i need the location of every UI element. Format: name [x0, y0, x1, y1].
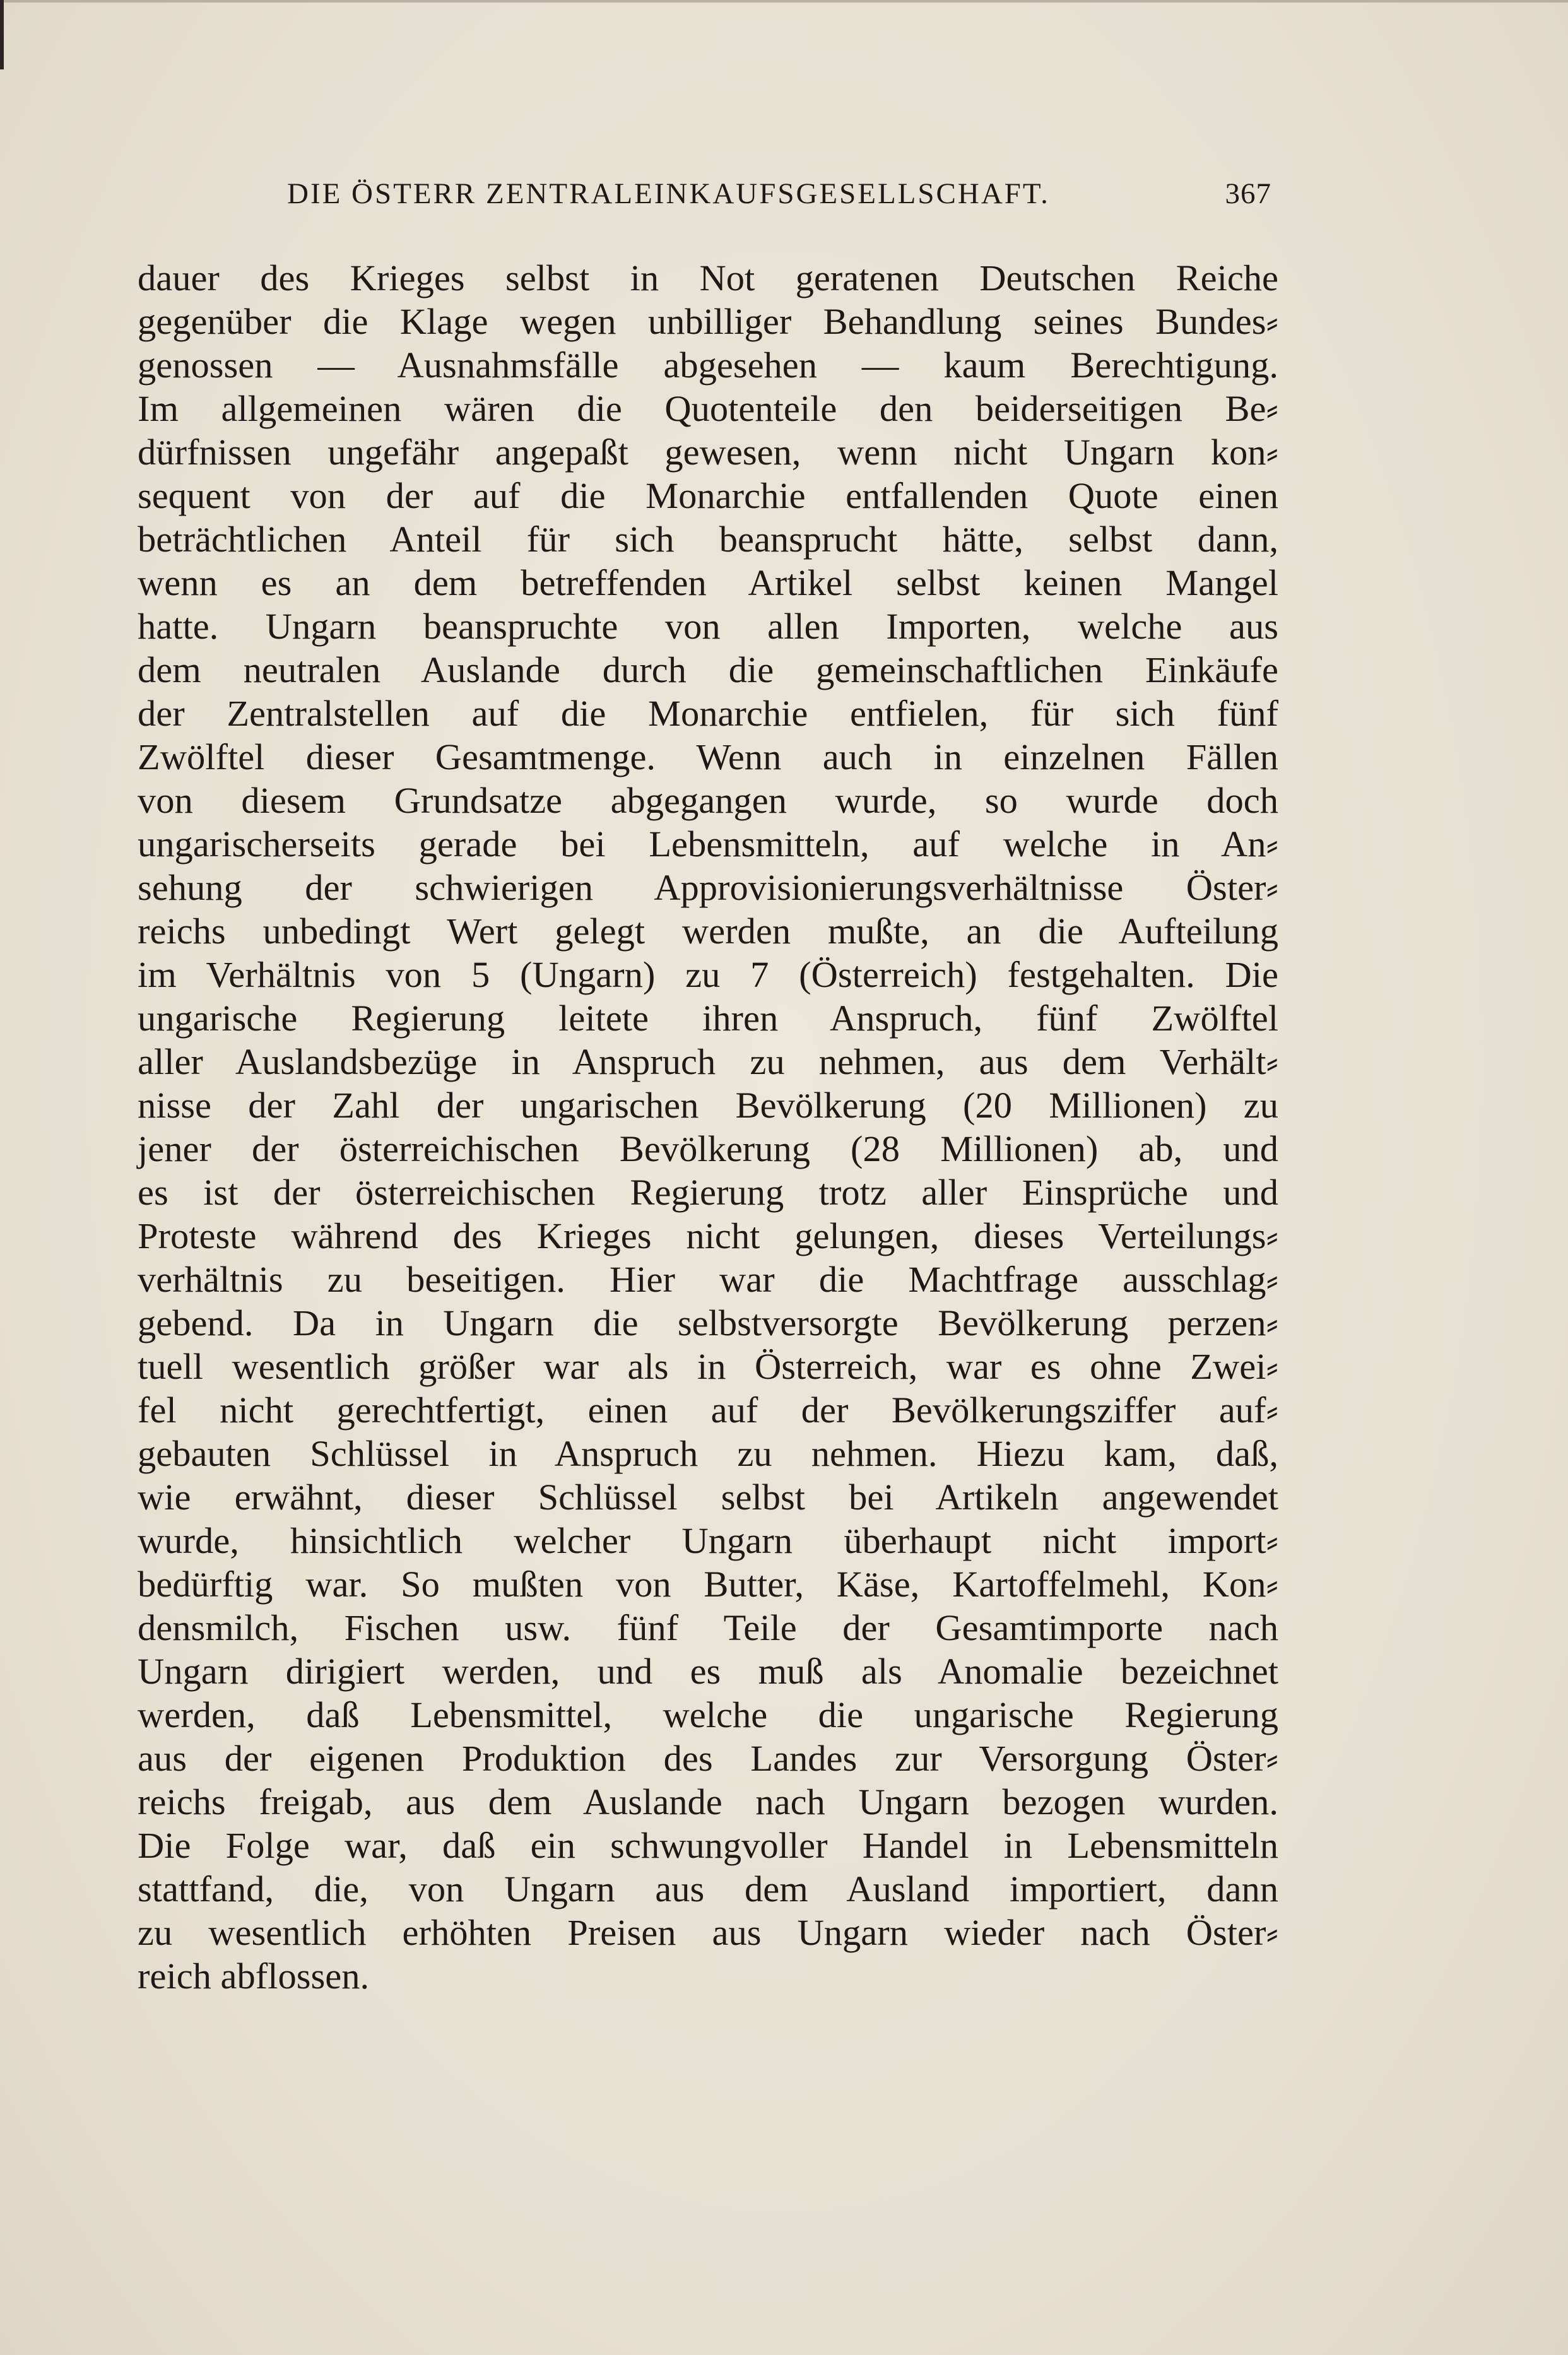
- text-line: dürfnissen ungefähr angepaßt gewesen, wenn nicht Ungarn kon⸗: [138, 432, 1278, 473]
- text-line: reichs freigab, aus dem Auslande nach Ungarn bezogen wurden.: [138, 1781, 1278, 1822]
- text-line: gebauten Schlüssel in Anspruch zu nehmen. Hiezu kam, daß,: [138, 1433, 1278, 1474]
- text-line: im Verhältnis von 5 (Ungarn) zu 7 (Österreich) festgehalten. Die: [138, 954, 1278, 995]
- text-line: zu wesentlich erhöhten Preisen aus Ungarn wieder nach Öster⸗: [138, 1912, 1278, 1953]
- text-line: ungarische Regierung leitete ihren Anspruch, fünf Zwölftel: [138, 998, 1278, 1039]
- text-line: werden, daß Lebensmittel, welche die ungarische Regierung: [138, 1694, 1278, 1735]
- text-line: Die Folge war, daß ein schwungvoller Handel in Lebensmitteln: [138, 1825, 1278, 1866]
- text-line: hatte. Ungarn beanspruchte von allen Importen, welche aus: [138, 606, 1278, 647]
- binding-edge-mark: [0, 0, 4, 69]
- text-line: dem neutralen Auslande durch die gemeinschaftlichen Einkäufe: [138, 649, 1278, 690]
- text-line: Im allgemeinen wären die Quotenteile den beiderseitigen Be⸗: [138, 388, 1278, 429]
- text-line: sehung der schwierigen Approvisionierungsverhältnisse Öster⸗: [138, 867, 1278, 908]
- text-line: von diesem Grundsatze abgegangen wurde, so wurde doch: [138, 780, 1278, 821]
- running-head: [287, 172, 1271, 216]
- text-line: wie erwähnt, dieser Schlüssel selbst bei Artikeln angewendet: [138, 1477, 1278, 1518]
- text-line: aus der eigenen Produktion des Landes zur Versorgung Öster⸗: [138, 1738, 1278, 1779]
- text-line: ungarischerseits gerade bei Lebensmitteln, auf welche in An⸗: [138, 823, 1278, 865]
- text-line: wurde, hinsichtlich welcher Ungarn überhaupt nicht import⸗: [138, 1520, 1278, 1561]
- text-line: dauer des Krieges selbst in Not geratenen Deutschen Reiche: [138, 257, 1278, 298]
- text-line: verhältnis zu beseitigen. Hier war die Machtfrage ausschlag⸗: [138, 1259, 1278, 1300]
- text-line: jener der österreichischen Bevölkerung (28 Millionen) ab, und: [138, 1128, 1278, 1169]
- body-text: [138, 256, 1278, 1998]
- running-title: DIE ÖSTERR ZENTRALEINKAUFSGESELLSCHAFT.: [287, 177, 1050, 210]
- text-line: genossen — Ausnahmsfälle abgesehen — kaum Berechtigung.: [138, 345, 1278, 386]
- text-line: reichs unbedingt Wert gelegt werden mußte, an die Aufteilung: [138, 911, 1278, 952]
- text-line: tuell wesentlich größer war als in Österreich, war es ohne Zwei⸗: [138, 1346, 1278, 1387]
- text-line: stattfand, die, von Ungarn aus dem Ausland importiert, dann: [138, 1868, 1278, 1909]
- text-line: beträchtlichen Anteil für sich beansprucht hätte, selbst dann,: [138, 519, 1278, 560]
- text-line: reich abflossen.: [138, 1956, 370, 1997]
- text-line: aller Auslandsbezüge in Anspruch zu nehmen, aus dem Verhält⸗: [138, 1041, 1278, 1082]
- text-line: fel nicht gerechtfertigt, einen auf der Bevölkerungsziffer auf⸗: [138, 1390, 1278, 1431]
- text-line: sequent von der auf die Monarchie entfallenden Quote einen: [138, 475, 1278, 516]
- text-line: wenn es an dem betreffenden Artikel selbst keinen Mangel: [138, 562, 1278, 603]
- page-top-edge: [0, 0, 1568, 3]
- text-line: gegenüber die Klage wegen unbilliger Behandlung seines Bundes⸗: [138, 301, 1278, 342]
- text-line: Zwölftel dieser Gesamtmenge. Wenn auch in einzelnen Fällen: [138, 736, 1278, 777]
- page-number: 367: [1225, 177, 1271, 210]
- text-line: gebend. Da in Ungarn die selbstversorgte Bevölkerung perzen⸗: [138, 1302, 1278, 1343]
- text-line: Ungarn dirigiert werden, und es muß als Anomalie bezeichnet: [138, 1651, 1278, 1692]
- text-line: der Zentralstellen auf die Monarchie entfielen, für sich fünf: [138, 693, 1278, 734]
- text-line: Proteste während des Krieges nicht gelungen, dieses Verteilungs⸗: [138, 1215, 1278, 1256]
- text-line: nisse der Zahl der ungarischen Bevölkerung (20 Millionen) zu: [138, 1085, 1278, 1126]
- text-line: densmilch, Fischen usw. fünf Teile der Gesamtimporte nach: [138, 1607, 1278, 1648]
- text-line: es ist der österreichischen Regierung trotz aller Einsprüche und: [138, 1172, 1278, 1213]
- text-line: bedürftig war. So mußten von Butter, Käse, Kartoffelmehl, Kon⸗: [138, 1564, 1278, 1605]
